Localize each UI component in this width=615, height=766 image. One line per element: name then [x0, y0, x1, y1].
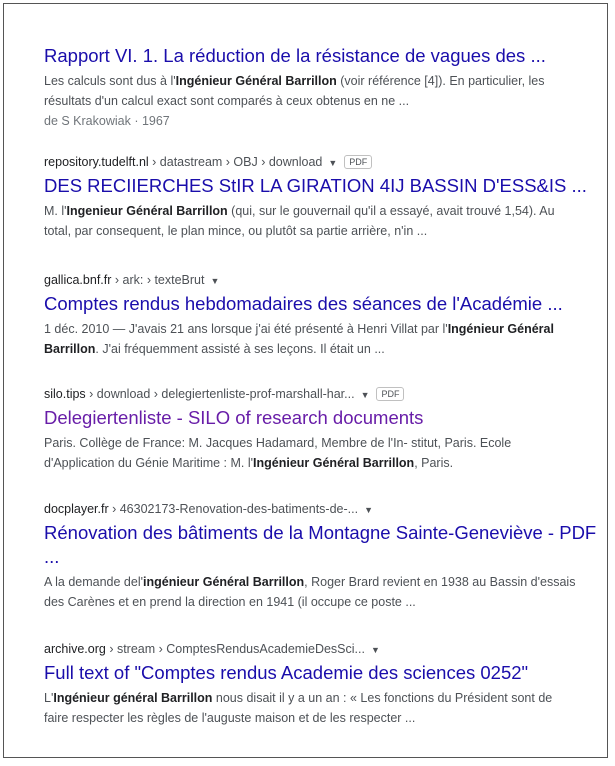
result-2-chevron-down-icon[interactable]: ▼: [328, 158, 338, 168]
result-3-title-link[interactable]: Comptes rendus hebdomadaires des séances de l'Académie ...: [44, 293, 563, 314]
result-5-snippet: A la demande del'ingénieur Général Barrillon, Roger Brard revient en 1938 au Bassin d'essais des Carènes et en prend la direction en 1941 (il occupe ce poste ...: [44, 575, 576, 609]
result-2-pdf-badge: PDF: [344, 155, 372, 169]
result-3-chevron-down-icon[interactable]: ▼: [210, 276, 220, 286]
result-4-breadcrumb: silo.tips › download › delegiertenliste-prof-marshall-har... ▼ PDF: [44, 386, 604, 402]
result-2-breadcrumb: repository.tudelft.nl › datastream › OBJ › download ▼ PDF: [44, 154, 604, 170]
result-2-title-link[interactable]: DES RECIIERCHES StIR LA GIRATION 4IJ BASSIN D'ESS&IS ...: [44, 175, 587, 196]
result-5-chevron-down-icon[interactable]: ▼: [364, 505, 373, 515]
result-3-domain: gallica.bnf.fr: [44, 273, 112, 287]
result-6-title-link[interactable]: Full text of "Comptes rendus Academie des sciences 0252": [44, 662, 529, 683]
result-1-title-link[interactable]: Rapport VI. 1. La réduction de la résistance de vagues des ...: [44, 45, 546, 66]
result-5-breadcrumb: docplayer.fr › 46302173-Renovation-des-batiments-de-... ▼: [44, 502, 373, 516]
result-6-domain: archive.org: [44, 642, 106, 656]
result-4: [44, 386, 604, 473]
result-4-title-link[interactable]: Delegiertenliste - SILO of research documents: [44, 407, 424, 428]
search-results-panel: [3, 3, 608, 758]
result-1: [44, 40, 604, 131]
result-6-chevron-down-icon[interactable]: ▼: [370, 645, 380, 655]
result-1-snippet: Les calculs sont dus à l'Ingénieur Général Barrillon (voir référence [4]). En particulier, les résultats d'un calcul exact sont comparés à ceux obtenus en ne ...: [44, 74, 545, 108]
result-2-snippet: M. l'Ingenieur Général Barrillon (qui, sur le gouvernail qu'il a essayé, avait trouvé 1,54). Au total, par consequent, le plan mince, ou plutôt sa partie arrière, n'in ...: [44, 204, 555, 238]
result-3: [44, 272, 604, 359]
result-3-snippet: 1 déc. 2010 — J'avais 21 ans lorsque j'ai été présenté à Henri Villat par l'Ingénieur Général Barrillon. J'ai fréquemment assisté à ses leçons. Il était un ...: [44, 322, 554, 356]
result-2-domain: repository.tudelft.nl: [44, 155, 149, 169]
result-6-snippet: L'Ingénieur général Barrillon nous disait il y a un an : « Les fonctions du Président sont de faire respecter les règles de l'auguste maison et de les respecter ...: [44, 691, 553, 725]
result-6-breadcrumb: archive.org › stream › ComptesRendusAcademieDesSci... ▼: [44, 642, 380, 656]
result-6: [44, 641, 604, 728]
result-4-chevron-down-icon[interactable]: ▼: [360, 390, 370, 400]
result-5: [44, 501, 604, 612]
result-1-author-year: de S Krakowiak · 1967: [44, 114, 170, 128]
result-2: [44, 154, 604, 241]
result-5-title-link[interactable]: Rénovation des bâtiments de la Montagne Sainte-Geneviève - PDF ...: [44, 522, 597, 567]
result-5-domain: docplayer.fr: [44, 502, 109, 516]
result-4-domain: silo.tips: [44, 387, 86, 401]
result-4-snippet: Paris. Collège de France: M. Jacques Hadamard, Membre de l'In- stitut, Paris. Ecole d'Application du Génie Maritime : M. l'Ingénieur Général Barrillon, Paris.: [44, 436, 512, 470]
result-4-pdf-badge: PDF: [376, 387, 404, 401]
result-3-breadcrumb: gallica.bnf.fr › ark: › texteBrut ▼: [44, 273, 220, 287]
